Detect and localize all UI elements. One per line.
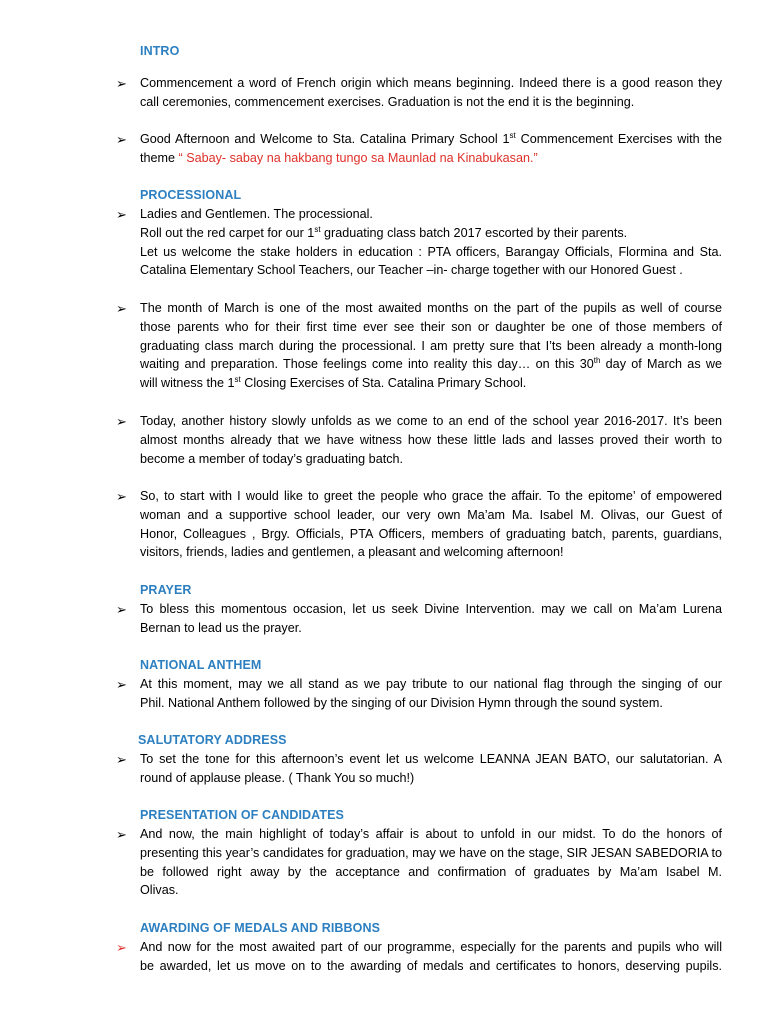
text-line: become a member of today’s graduating batch.	[140, 451, 403, 466]
intro-paragraph-2	[116, 130, 722, 168]
prayer-paragraph	[116, 600, 722, 638]
text-line: Olivas.	[140, 883, 179, 898]
text-line: will witness the 1st Closing Exercises of Sta. Catalina Primary School.	[140, 375, 527, 391]
text-line: Catalina Elementary School Teachers, our Teacher –in- charge together with our Honored Guest .	[140, 263, 683, 278]
text-line: be awarded, let us move on to the awarding of medals and certificates to honors, deserving pupils.	[140, 958, 722, 973]
text-line: almost months already that we have witness how these little lads and lasses proved their worth to	[140, 432, 722, 447]
awarding-paragraph	[116, 938, 722, 976]
heading-national-anthem: NATIONAL ANTHEM	[140, 658, 262, 672]
text-line: Bernan to lead us the prayer.	[140, 620, 302, 635]
heading-presentation-of-candidates: PRESENTATION OF CANDIDATES	[140, 808, 344, 822]
text-line: The month of March is one of the most awaited months on the part of the pupils as well of course	[140, 301, 722, 315]
text-line: To set the tone for this afternoon’s event let us welcome LEANNA JEAN BATO, our salutatorian. A	[140, 752, 722, 766]
text-line: those parents who for their first time ever see their son or daughter be one of those members of	[140, 319, 722, 334]
arrowhead-bullet-icon: ➢	[116, 940, 127, 955]
heading-intro: INTRO	[140, 44, 180, 58]
heading-salutatory-address: SALUTATORY ADDRESS	[138, 733, 287, 747]
theme-quote: “ Sabay- sabay na hakbang tungo sa Maunlad na Kinabukasan.”	[178, 150, 538, 165]
text-line: visitors, friends, ladies and gentlemen, a pleasant and welcoming afternoon!	[140, 545, 564, 560]
text-line: Roll out the red carpet for our 1st graduating class batch 2017 escorted by their parents.	[140, 224, 628, 240]
text-line: call ceremonies, commencement exercises. Graduation is not the end it is the beginning.	[140, 94, 635, 109]
text-line: theme “ Sabay- sabay na hakbang tungo sa Maunlad na Kinabukasan.”	[140, 150, 538, 165]
history-paragraph	[116, 412, 722, 468]
text-line: So, to start with I would like to greet the people who grace the affair. To the epitome’ of empowered	[140, 489, 722, 503]
arrowhead-bullet-icon: ➢	[116, 677, 127, 692]
arrowhead-bullet-icon: ➢	[116, 489, 127, 504]
text-line: Today, another history slowly unfolds as we come to an end of the school year 2016-2017. It’s been	[140, 414, 722, 428]
arrowhead-bullet-icon: ➢	[116, 76, 127, 91]
text-line: Let us welcome the stake holders in education : PTA officers, Barangay Officials, Flormina and Sta.	[140, 244, 722, 259]
arrowhead-bullet-icon: ➢	[116, 132, 127, 147]
text-line: Phil. National Anthem followed by the singing of our Division Hymn through the sound system.	[140, 695, 663, 710]
heading-prayer: PRAYER	[140, 583, 192, 597]
text-line: graduating class march during the processional. I am pretty sure that I’ts been already a month-long	[140, 338, 722, 353]
arrowhead-bullet-icon: ➢	[116, 752, 127, 767]
anthem-paragraph	[116, 675, 722, 713]
text-line: And now for the most awaited part of our programme, especially for the parents and pupils who will	[140, 940, 722, 954]
text-line: At this moment, may we all stand as we pay tribute to our national flag through the singing of our	[140, 677, 722, 691]
arrowhead-bullet-icon: ➢	[116, 207, 127, 222]
arrowhead-bullet-icon: ➢	[116, 602, 127, 617]
text-line: Ladies and Gentlemen. The processional.	[140, 207, 373, 221]
text-line: be followed right away by the acceptance and confirmation of graduates by Ma’am Isabel M.	[140, 864, 722, 879]
heading-awarding-of-medals: AWARDING OF MEDALS AND RIBBONS	[140, 921, 381, 935]
presentation-paragraph	[116, 825, 722, 900]
processional-paragraph	[116, 205, 722, 280]
text-line: Commencement a word of French origin which means beginning. Indeed there is a good reason they	[140, 76, 722, 90]
text-line: Honor, Colleagues , Brgy. Officials, PTA Officers, members of graduating batch, parents, guardians,	[140, 526, 722, 541]
text-line: presenting this year’s candidates for graduation, may we have on the stage, SIR JESAN SABEDORIA to	[140, 845, 722, 860]
text-line: And now, the main highlight of today’s affair is about to unfold in our midst. To do the honors of	[140, 827, 722, 841]
arrowhead-bullet-icon: ➢	[116, 301, 127, 316]
text-line: waiting and preparation. Those feelings come into reality this day… on this 30th day of March as we	[140, 356, 722, 372]
arrowhead-bullet-icon: ➢	[116, 827, 127, 842]
arrowhead-bullet-icon: ➢	[116, 414, 127, 429]
text-line: Good Afternoon and Welcome to Sta. Catalina Primary School 1st Commencement Exercises with the	[140, 131, 723, 146]
march-paragraph	[116, 299, 722, 393]
text-line: To bless this momentous occasion, let us seek Divine Intervention. may we call on Ma’am Lurena	[140, 602, 722, 616]
heading-processional: PROCESSIONAL	[140, 188, 242, 202]
intro-paragraph-1	[116, 74, 722, 112]
text-line: woman and a supportive school leader, our very own Ma’am Ma. Isabel M. Olivas, our Guest of	[140, 507, 722, 522]
salutatory-paragraph	[116, 750, 722, 788]
text-line: round of applause please. ( Thank You so much!)	[140, 770, 415, 785]
greeting-paragraph	[116, 487, 722, 562]
